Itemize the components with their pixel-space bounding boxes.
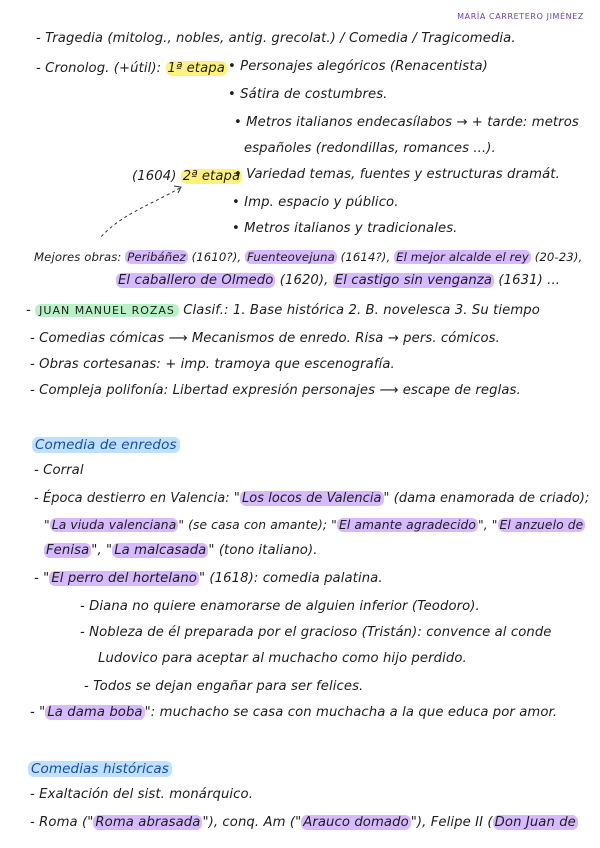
compleja-line [30, 382, 521, 400]
dash-mark: - [26, 303, 31, 318]
obra-title: Arauco domado [303, 815, 409, 830]
epoca-line [34, 490, 589, 508]
obra-year: (1631) ... [498, 273, 561, 288]
rozas-name: JUAN MANUEL ROZAS [35, 304, 179, 317]
text-fragment: " (tono italiano). [208, 543, 318, 558]
text-fragment: - " [30, 705, 46, 720]
obra-title: El mejor alcalde el rey [396, 250, 529, 264]
clasif-text: Clasif.: 1. Base histórica 2. B. novelesca 3. Su tiempo [183, 303, 540, 318]
e2-item: • Imp. espacio y público. [232, 195, 399, 210]
etapa1-label: 1ª etapa [167, 61, 225, 76]
section-title [28, 760, 172, 778]
e1-item: • Metros italianos endecasílabos → + tarde: metros [234, 115, 579, 130]
obra-title: La viuda valenciana [51, 518, 177, 532]
obra-title: Don Juan de [494, 815, 576, 830]
text-fragment: "), conq. Am (" [202, 815, 302, 830]
viuda-line [44, 516, 585, 534]
historicas-title: Comedias históricas [28, 761, 172, 777]
obra-year: (20-23), [534, 250, 583, 264]
text-fragment: " (se casa con amante); " [178, 518, 337, 532]
text-fragment: ": muchacho se casa con muchacha a la que educa por amor. [144, 705, 558, 720]
etapa2-year: (1604) [132, 169, 177, 184]
text-fragment: ", " [478, 518, 498, 532]
enredo-title: Comedia de enredos [32, 437, 180, 453]
mejores-label: Mejores obras: [34, 250, 122, 264]
arrow-right-icon: → [387, 331, 399, 346]
mejores-obras-line [34, 248, 582, 266]
obra-title: El anzuelo de [499, 518, 584, 532]
todos-line: - Todos se dejan engañar para ser felices. [84, 679, 364, 694]
dama-line [30, 704, 557, 722]
comedias-comicas-line [30, 330, 500, 348]
obra-title: La malcasada [114, 543, 207, 558]
obra-title: Fenisa [46, 543, 90, 558]
obra-title: El perro del hortelano [51, 571, 197, 586]
text-fragment: " (dama enamorada de criado); [383, 491, 590, 506]
author-name: MARÍA CARRETERO JIMÉNEZ [457, 12, 584, 21]
etapa2-line [132, 168, 242, 186]
arrow-right-icon: ⟶ [168, 331, 188, 346]
text-fragment: ", " [91, 543, 113, 558]
cronolog-label: - Cronolog. (+útil): [36, 61, 162, 76]
comedias-comicas-text: Mecanismos de enredo. Risa [191, 331, 384, 346]
obra-title: El caballero de Olmedo [118, 273, 274, 288]
perro-line [34, 570, 383, 588]
text-fragment: - " [34, 571, 50, 586]
corral-line: - Corral [34, 463, 84, 478]
text-fragment: " [44, 518, 50, 532]
obra-title: El amante agradecido [338, 518, 476, 532]
obra-title: La dama boba [47, 705, 143, 720]
e1-item: • Personajes alegóricos (Renacentista) [228, 59, 488, 74]
mejores-obras-line-2 [116, 272, 560, 290]
text-fragment: - Época destierro en Valencia: " [34, 491, 240, 506]
obra-title: Fuenteovejuna [247, 250, 335, 264]
e1-item: españoles (redondillas, romances ...). [244, 141, 496, 156]
obra-year: (1614?), [340, 250, 391, 264]
obra-title: Roma abrasada [95, 815, 201, 830]
obras-cortesanas-line: - Obras cortesanas: + imp. tramoya que escenografía. [30, 357, 395, 372]
comedias-comicas-label: - Comedias cómicas [30, 331, 165, 346]
diana-line: - Diana no quiere enamorarse de alguien inferior (Teodoro). [80, 599, 480, 614]
obra-title: Los locos de Valencia [241, 491, 382, 506]
e2-item: • Metros italianos y tradicionales. [232, 221, 458, 236]
etapa2-label: 2ª etapa [182, 169, 241, 184]
text-fragment: "), Felipe II ( [410, 815, 493, 830]
ludovico-line: Ludovico para aceptar al muchacho como hijo perdido. [98, 651, 467, 666]
arrow-right-icon: ⟶ [379, 383, 399, 398]
compleja-end: escape de reglas. [402, 383, 521, 398]
exaltacion-line: - Exaltación del sist. monárquico. [30, 787, 253, 802]
section-title [32, 436, 180, 454]
text-fragment: - Roma (" [30, 815, 94, 830]
compleja-text: - Compleja polifonía: Libertad expresión personajes [30, 383, 376, 398]
comedias-comicas-end: pers. cómicos. [403, 331, 500, 346]
text-fragment: " (1618): comedia palatina. [198, 571, 383, 586]
roma-line [30, 814, 578, 832]
e1-item: • Sátira de costumbres. [228, 87, 388, 102]
obra-title: Peribáñez [127, 250, 186, 264]
obra-year: (1620), [279, 273, 329, 288]
obra-year: (1610?), [191, 250, 242, 264]
rozas-line [26, 302, 540, 320]
e2-item: • Variedad temas, fuentes y estructuras dramát. [234, 167, 560, 182]
tragedia-line: - Tragedia (mitolog., nobles, antig. grecolat.) / Comedia / Tragicomedia. [36, 31, 516, 46]
cronolog-line [36, 60, 227, 78]
obra-title: El castigo sin venganza [334, 273, 493, 288]
fenisa-line [44, 542, 318, 560]
nobleza-line: - Nobleza de él preparada por el gracioso (Tristán): convence al conde [80, 625, 552, 640]
